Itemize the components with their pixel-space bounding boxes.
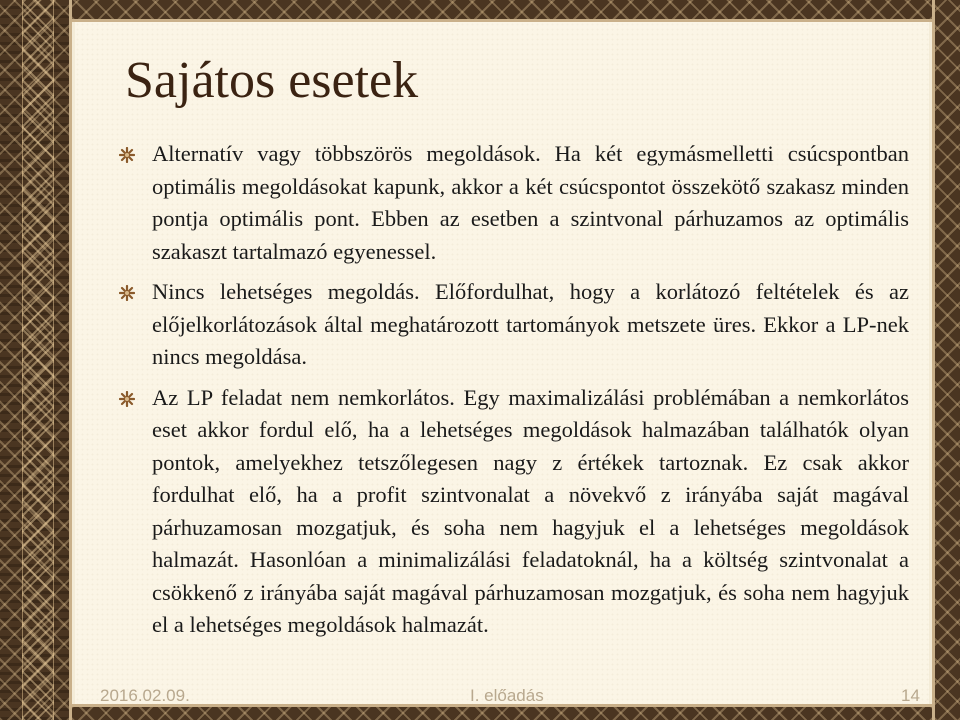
footer-lecture-label: I. előadás [470, 686, 544, 705]
decorative-border-right [932, 0, 960, 720]
asterisk-icon [119, 285, 135, 301]
bullet-item [119, 276, 909, 374]
bullet-item [119, 138, 909, 268]
decorative-border-pattern [22, 0, 54, 720]
footer-date: 2016.02.09. [100, 686, 190, 705]
page-number: 14 [901, 686, 920, 705]
bullet-text: Az LP feladat nem nemkorlátos. Egy maximalizálási problémában a nemkorlátos eset akkor fordul elő, ha a lehetséges megoldások halmazában találhatók olyan pontok, amelyekhez tetszőlegesen nagy z értékek tartoznak. Ez csak akkor fordulhat elő, ha a profit szintvonalat a növekvő z irányába saját magával párhuzamosan mozgatjuk, és soha nem hagyjuk el a lehetséges megoldások halmazát. Hasonlóan a minimalizálási feladatoknál, ha a költség szintvonalat a csökkenő z irányába saját magával párhuzamosan mozgatjuk, és soha nem hagyjuk el a lehetséges megoldások halmazát. [152, 384, 909, 637]
decorative-border-bottom [72, 704, 932, 720]
slide-content [75, 22, 929, 704]
asterisk-icon [119, 391, 135, 407]
bullet-text: Alternatív vagy többszörös megoldások. Ha két egymásmelletti csúcspontban optimális megoldásokat kapunk, akkor a két csúcspontot összekötő szakasz minden pontja optimális pont. Ebben az esetben a szintvonal párhuzamos az optimális szakaszt tartalmazó egyenessel. [152, 141, 909, 264]
bullet-list [119, 138, 909, 650]
bullet-item [119, 382, 909, 642]
decorative-border-top [72, 0, 932, 22]
asterisk-icon [119, 147, 135, 163]
bullet-text: Nincs lehetséges megoldás. Előfordulhat, hogy a korlátozó feltételek és az előjelkorlátozások által meghatározott tartományok metszete üres. Ekkor a LP-nek nincs megoldása. [152, 279, 909, 369]
slide-title: Sajátos esetek [125, 52, 419, 109]
decorative-border-left [0, 0, 72, 720]
